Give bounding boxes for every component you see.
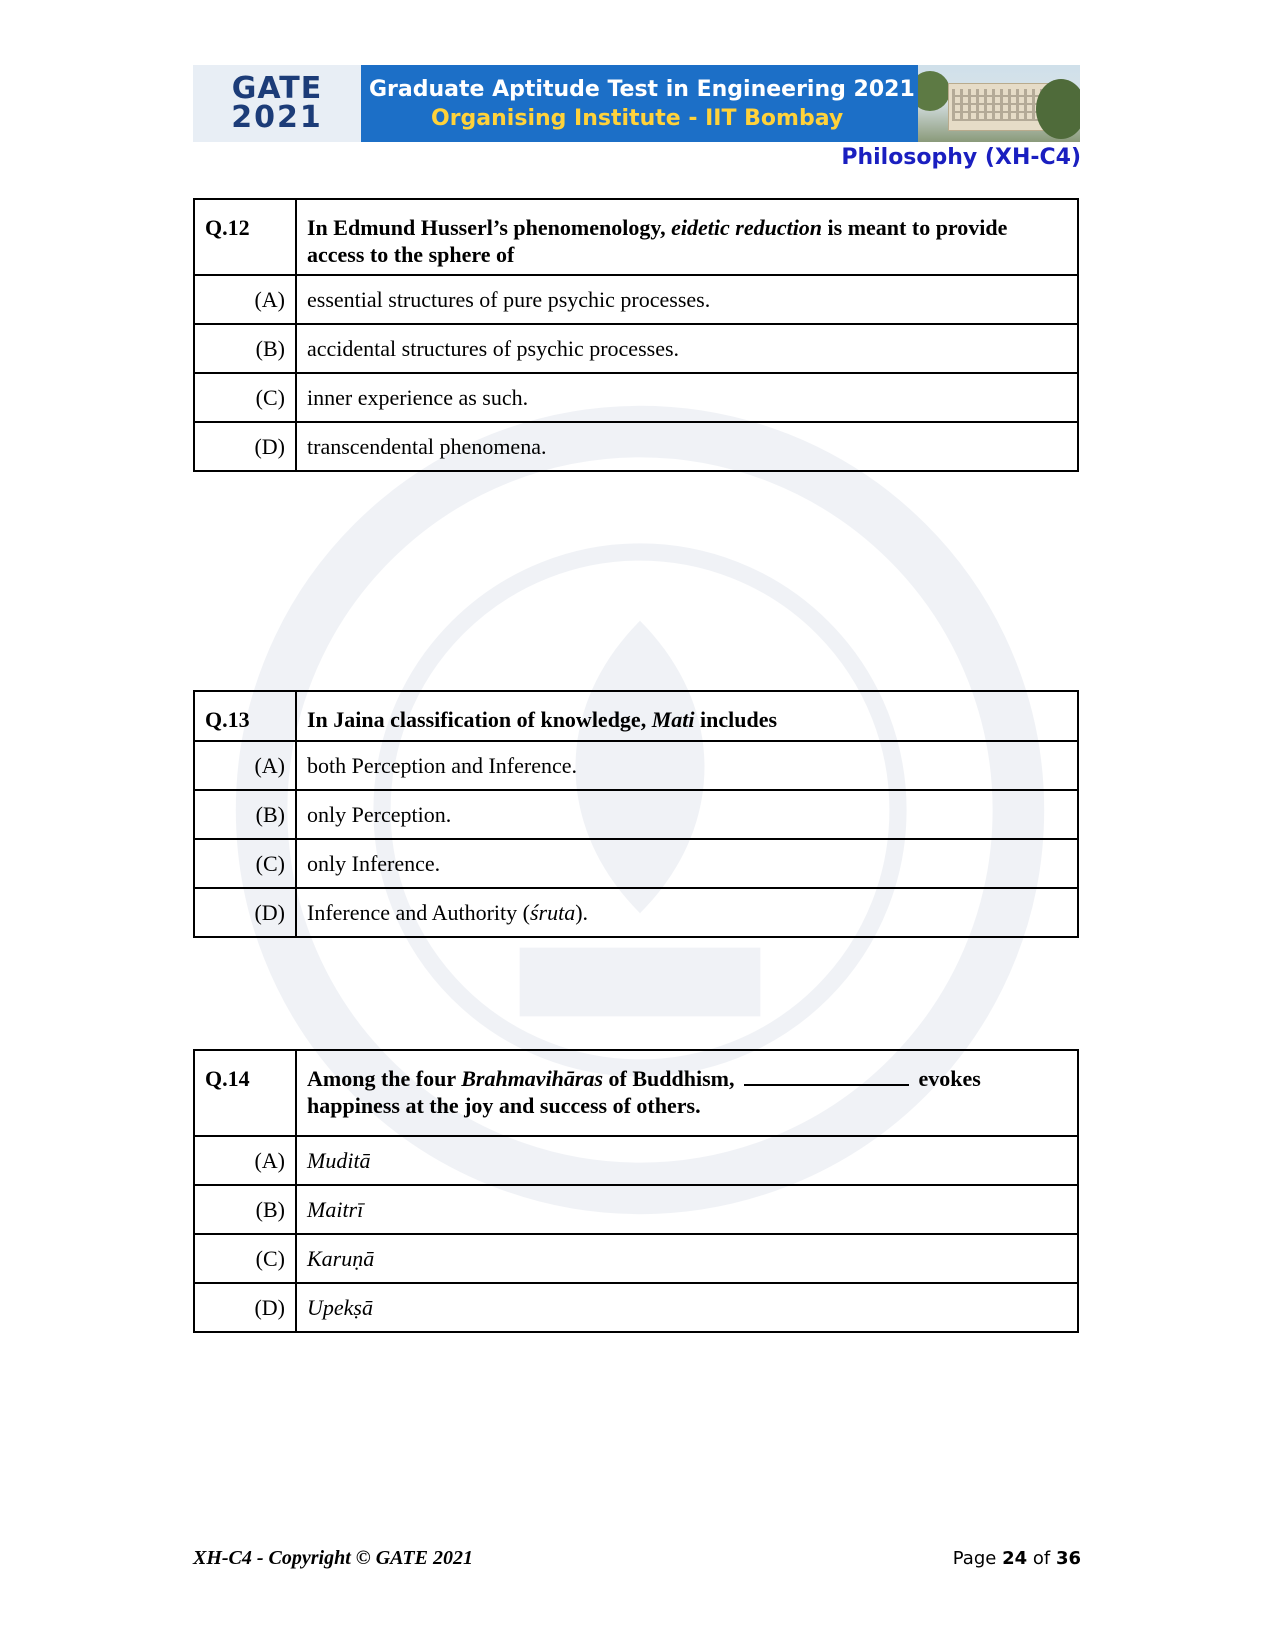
option-label: (C): [194, 373, 296, 422]
option-text: Muditā: [296, 1136, 1078, 1185]
option-text: only Perception.: [296, 790, 1078, 839]
option-text: both Perception and Inference.: [296, 741, 1078, 790]
question-number: Q.13: [194, 691, 296, 741]
banner-title: [361, 65, 918, 142]
option-text: transcendental phenomena.: [296, 422, 1078, 471]
question-table-q14: [193, 1049, 1079, 1333]
footer-page-number: Page 24 of 36: [952, 1548, 1081, 1569]
option-row: [194, 888, 1078, 937]
option-row: [194, 1136, 1078, 1185]
option-text: Upekṣā: [296, 1283, 1078, 1332]
option-label: (B): [194, 324, 296, 373]
option-row: [194, 324, 1078, 373]
option-label: (C): [194, 839, 296, 888]
question-table-q13: [193, 690, 1079, 938]
option-text: Maitrī: [296, 1185, 1078, 1234]
option-text: Karuṇā: [296, 1234, 1078, 1283]
option-row: [194, 1234, 1078, 1283]
answer-blank: [744, 1066, 909, 1086]
gate-logo: [193, 65, 361, 142]
paper-code: Philosophy (XH-C4): [841, 145, 1081, 170]
option-text: accidental structures of psychic processes.: [296, 324, 1078, 373]
option-row: [194, 422, 1078, 471]
option-row: [194, 741, 1078, 790]
gate-banner: [193, 65, 1080, 142]
option-row: [194, 1185, 1078, 1234]
question-number: Q.12: [194, 199, 296, 275]
option-label: (A): [194, 1136, 296, 1185]
banner-title-line1: Graduate Aptitude Test in Engineering 2021: [369, 76, 915, 102]
option-text: only Inference.: [296, 839, 1078, 888]
option-row: [194, 839, 1078, 888]
option-row: [194, 373, 1078, 422]
option-label: (A): [194, 275, 296, 324]
campus-photo: [918, 65, 1080, 142]
logo-text-gate: GATE: [231, 71, 323, 106]
option-row: [194, 1283, 1078, 1332]
question-stem: Among the four Brahmavihāras of Buddhism, evokes happiness at the joy and success of others.: [296, 1050, 1078, 1136]
banner-title-line2: Organising Institute - IIT Bombay: [431, 105, 844, 131]
option-label: (C): [194, 1234, 296, 1283]
logo-text-year: 2021: [231, 99, 323, 135]
question-stem: In Edmund Husserl’s phenomenology, eidetic reduction is meant to provide access to the sphere of: [296, 199, 1078, 275]
option-row: [194, 790, 1078, 839]
option-row: [194, 275, 1078, 324]
option-label: (D): [194, 422, 296, 471]
option-text: Inference and Authority (śruta).: [296, 888, 1078, 937]
option-text: essential structures of pure psychic processes.: [296, 275, 1078, 324]
option-label: (B): [194, 790, 296, 839]
question-number: Q.14: [194, 1050, 296, 1136]
question-stem: In Jaina classification of knowledge, Mati includes: [296, 691, 1078, 741]
option-label: (B): [194, 1185, 296, 1234]
option-text: inner experience as such.: [296, 373, 1078, 422]
question-table-q12: [193, 198, 1079, 472]
option-label: (A): [194, 741, 296, 790]
footer-copyright: XH-C4 - Copyright © GATE 2021: [193, 1547, 473, 1569]
option-label: (D): [194, 1283, 296, 1332]
option-label: (D): [194, 888, 296, 937]
